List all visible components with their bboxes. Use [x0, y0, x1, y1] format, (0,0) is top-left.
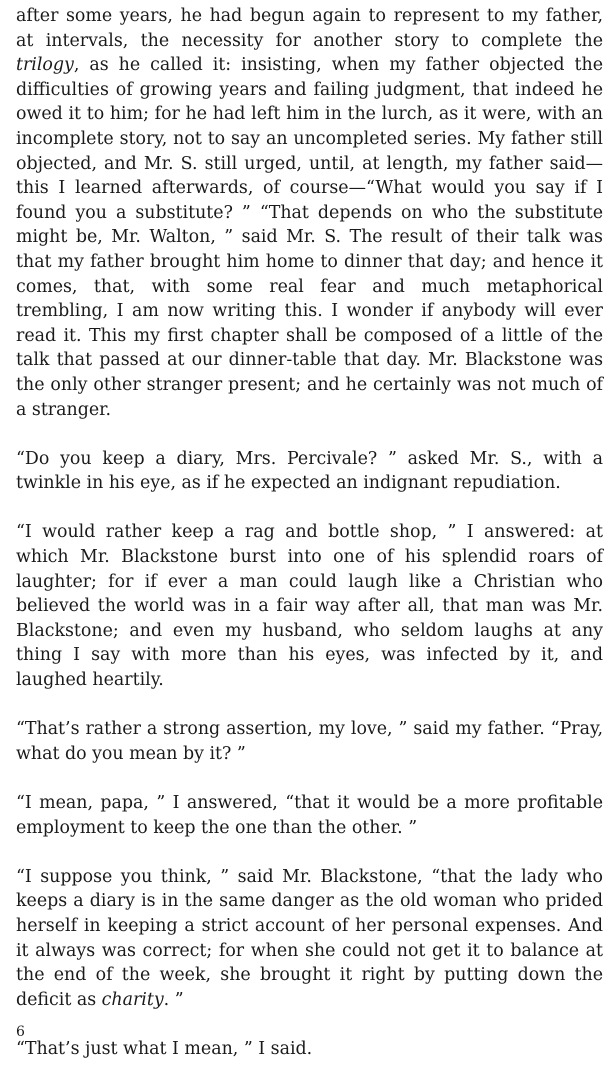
paragraph-text: “Do you keep a diary, Mrs. Percivale? ” asked Mr. S., with a twinkle in his eye, as if he expected an indignant repudiation. — [16, 448, 603, 494]
page-number: 6 — [16, 1024, 25, 1040]
paragraph-2 — [16, 447, 603, 496]
paragraph-6 — [16, 865, 603, 1013]
italic-word-trilogy: trilogy — [16, 55, 74, 76]
italic-word-charity: charity — [101, 989, 164, 1010]
paragraph-text: “I would rather keep a rag and bottle shop, ” I answered: at which Mr. Blackstone burst into one of his splendid roars of laughter; for if ever a man could laugh like a Christian who believed the world was in a fair way after all, that man was Mr. Blackstone; and even my husband, who seldom laughs at any thing I say with more than his eyes, was infected by it, and laughed heartily. — [16, 522, 603, 691]
paragraph-text: “That’s just what I mean, ” I said. — [16, 1038, 313, 1059]
paragraph-text: “I mean, papa, ” I answered, “that it would be a more profitable employment to keep the one than the other. ” — [16, 793, 603, 838]
paragraph-3 — [16, 520, 603, 692]
page-body — [16, 4, 603, 1086]
paragraph-text: , as he called it: insisting, when my father objected the difficulties of growing years and failing judgment, that indeed he owed it to him; for he had left him in the lurch, as it were, with an incomplete story, not to say an uncompleted series. My father still objected, and Mr. S. still urged, until, at length, my father said—this I learned afterwards, of course—“What would you say if I found you a substitute? ” “That depends on who the substitute might be, Mr. Walton, ” said Mr. S. The result of their talk was that my father brought him home to dinner that day; and hence it comes, that, with some real fear and much metaphorical trembling, I am now writing this. I wonder if anybody will ever read it. This my first chapter shall be composed of a little of the talk that passed at our dinner-table that day. Mr. Blackstone was the only other stranger present; and he certainly was not much of a stranger. — [16, 55, 603, 420]
paragraph-text: “I suppose you think, ” said Mr. Blackstone, “that the lady who keeps a diary is in the same danger as the old woman who prided herself in keeping a strict account of her personal expenses. And it always was correct; for when she could not get it to balance at the end of the week, she brought it right by putting down the deficit as — [16, 866, 603, 1010]
paragraph-text: after some years, he had begun again to represent to my father, at intervals, the necessity for another story to complete the — [16, 6, 603, 51]
paragraph-5 — [16, 791, 603, 840]
paragraph-text: “That’s rather a strong assertion, my love, ” said my father. “Pray, what do you mean by it? ” — [16, 719, 603, 764]
paragraph-4 — [16, 717, 603, 766]
paragraph-1 — [16, 4, 603, 422]
paragraph-7 — [16, 1037, 603, 1062]
paragraph-text: . ” — [163, 989, 184, 1010]
